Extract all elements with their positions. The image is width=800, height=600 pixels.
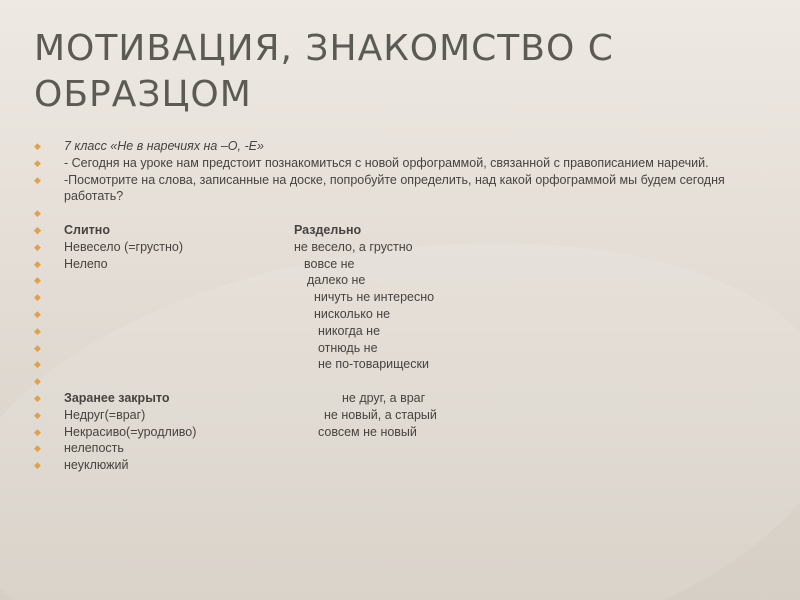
bullet-icon: ◆ (34, 224, 41, 235)
bullet-icon: ◆ (34, 292, 41, 303)
cell-separate: не по-товарищески (318, 357, 429, 372)
list-item (34, 373, 774, 390)
table-row (34, 306, 774, 323)
table-row (34, 272, 774, 289)
list-item (34, 205, 774, 222)
cell-separate: нисколько не (314, 306, 391, 321)
example-together: Заранее закрыто (64, 390, 170, 405)
cell-together: неуклюжий (64, 458, 129, 473)
slide-title: МОТИВАЦИЯ, ЗНАКОМСТВО С ОБРАЗЦОМ (34, 28, 614, 115)
cell-separate: вовсе не (304, 256, 355, 271)
table-header (34, 222, 774, 239)
cell-together: Нелепо (64, 256, 108, 271)
bullet-icon: ◆ (34, 208, 41, 219)
topic-line: 7 класс «Не в наречиях на –О, -Е» (64, 139, 264, 153)
bullet-icon: ◆ (34, 342, 41, 353)
bullet-icon: ◆ (34, 409, 41, 420)
bullet-icon: ◆ (34, 258, 41, 269)
table-row (34, 256, 774, 273)
bullet-icon: ◆ (34, 359, 41, 370)
bullet-icon: ◆ (34, 392, 41, 403)
slide-content (34, 138, 774, 474)
list-item (34, 138, 774, 155)
table-row (34, 289, 774, 306)
bullet-icon: ◆ (34, 426, 41, 437)
list-item (34, 172, 774, 206)
table-header (34, 390, 774, 407)
column-header-separate: Раздельно (294, 222, 362, 237)
cell-separate: ничуть не интересно (314, 290, 435, 305)
bullet-icon: ◆ (34, 376, 41, 387)
bullet-icon: ◆ (34, 443, 41, 454)
cell-separate: совсем не новый (318, 424, 417, 439)
bullet-icon: ◆ (34, 141, 41, 151)
bullet-icon: ◆ (34, 325, 41, 336)
table-row (34, 440, 774, 457)
table-row (34, 323, 774, 340)
bullet-icon: ◆ (34, 308, 41, 319)
table-row (34, 356, 774, 373)
table-row (34, 457, 774, 474)
example-separate: не друг, а враг (342, 390, 426, 405)
cell-separate: отнюдь не (318, 340, 378, 355)
intro-line: - Сегодня на уроке нам предстоит познакомиться с новой орфограммой, связанной с правописанием наречий. (64, 155, 709, 170)
table-row (34, 424, 774, 441)
cell-together: Невесело (=грустно) (64, 239, 184, 254)
table-row (34, 407, 774, 424)
list-item (34, 155, 774, 172)
cell-together: нелепость (64, 441, 124, 456)
column-header-together: Слитно (64, 222, 110, 237)
cell-separate: не новый, а старый (324, 407, 437, 422)
cell-together: Недруг(=враг) (64, 407, 146, 422)
bullet-icon: ◆ (34, 241, 41, 252)
task-line: -Посмотрите на слова, записанные на доске, попробуйте определить, над какой орфограммой мы будем сегодня работать? (64, 172, 725, 204)
bullet-icon: ◆ (34, 275, 41, 286)
cell-together: Некрасиво(=уродливо) (64, 424, 197, 439)
bullet-icon: ◆ (34, 460, 41, 471)
table-row (34, 340, 774, 357)
cell-separate: никогда не (318, 323, 381, 338)
table-row (34, 239, 774, 256)
bullet-icon: ◆ (34, 157, 41, 168)
cell-separate: далеко не (307, 273, 366, 288)
bullet-icon: ◆ (34, 174, 41, 185)
cell-separate: не весело, а грустно (294, 239, 413, 254)
